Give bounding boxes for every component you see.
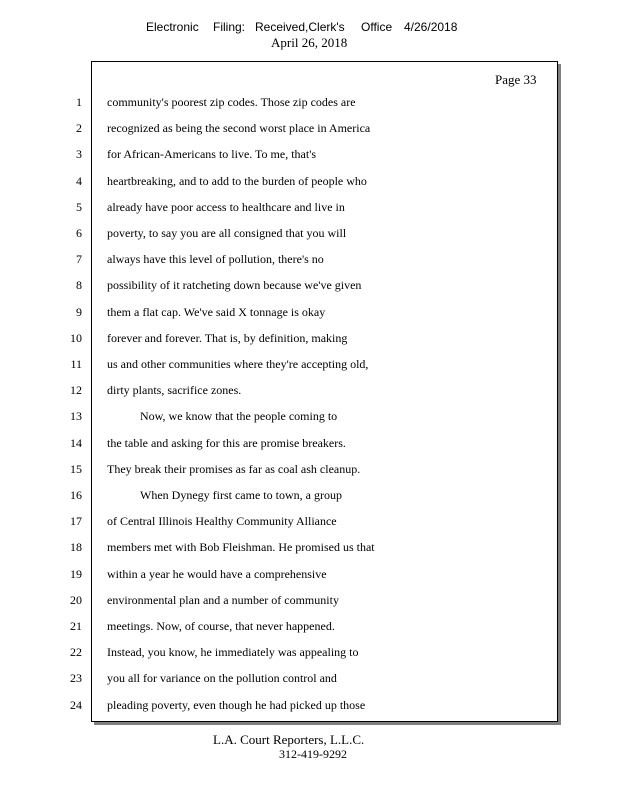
line-number: 19 [70, 567, 82, 581]
transcript-line: Now, we know that the people coming to [140, 409, 338, 423]
transcript-line: us and other communities where they're accepting old, [107, 357, 369, 371]
line-number: 1 [76, 95, 82, 109]
transcript-line: When Dynegy first came to town, a group [140, 488, 342, 502]
transcript-line: members met with Bob Fleishman. He promised us that [107, 540, 375, 554]
transcript-line: the table and asking for this are promise breakers. [107, 436, 346, 450]
transcript-line: of Central Illinois Healthy Community Alliance [107, 514, 337, 528]
line-number: 8 [76, 278, 82, 292]
transcript-line: always have this level of pollution, there's no [107, 252, 324, 266]
line-number: 5 [76, 200, 82, 214]
line-number: 11 [70, 357, 82, 371]
line-number: 23 [70, 671, 82, 685]
line-number: 21 [70, 619, 82, 633]
line-number: 20 [70, 593, 82, 607]
filing-received-label: Received,Clerk's [255, 20, 345, 34]
footer-phone: 312-419-9292 [279, 747, 347, 761]
transcript-line: dirty plants, sacrifice zones. [107, 383, 242, 397]
transcript-line: poverty, to say you are all consigned that you will [107, 226, 347, 240]
filing-date-short: 4/26/2018 [404, 20, 458, 34]
page-number: Page 33 [495, 72, 537, 87]
line-number: 12 [70, 383, 82, 397]
transcript-line: heartbreaking, and to add to the burden of people who [107, 174, 367, 188]
line-number: 4 [76, 174, 82, 188]
line-number: 22 [70, 645, 82, 659]
transcript-line: recognized as being the second worst place in America [107, 121, 371, 135]
line-number: 2 [76, 121, 82, 135]
transcript-line: possibility of it ratcheting down because we've given [107, 278, 362, 292]
filing-electronic-label: Electronic [146, 20, 199, 34]
line-number: 18 [70, 540, 82, 554]
filing-date-line: April 26, 2018 [271, 35, 348, 50]
transcript-line: meetings. Now, of course, that never happened. [107, 619, 335, 633]
transcript-line: environmental plan and a number of community [107, 593, 339, 607]
transcript-line: within a year he would have a comprehensive [107, 567, 327, 581]
filing-filing-label: Filing: [213, 20, 246, 34]
transcript-line: Instead, you know, he immediately was appealing to [107, 645, 359, 659]
transcript-line: forever and forever. That is, by definition, making [107, 331, 348, 345]
transcript-line: for African-Americans to live. To me, that's [107, 147, 317, 161]
transcript-line: them a flat cap. We've said X tonnage is okay [107, 305, 326, 319]
line-number: 3 [76, 147, 82, 161]
line-number: 14 [70, 436, 82, 450]
filing-stamp [0, 20, 618, 34]
transcript-line: pleading poverty, even though he had picked up those [107, 698, 366, 712]
line-number: 15 [70, 462, 82, 476]
footer-company: L.A. Court Reporters, L.L.C. [213, 732, 365, 747]
line-number: 13 [70, 409, 82, 423]
line-number: 16 [70, 488, 82, 502]
line-number: 9 [76, 305, 82, 319]
transcript-line: community's poorest zip codes. Those zip codes are [107, 95, 356, 109]
line-number: 24 [70, 698, 82, 712]
filing-office-label: Office [361, 20, 393, 34]
line-number: 6 [76, 226, 82, 240]
line-number: 10 [70, 331, 82, 345]
transcript-line: They break their promises as far as coal ash cleanup. [107, 462, 361, 476]
transcript-line: already have poor access to healthcare and live in [107, 200, 345, 214]
transcript-line: you all for variance on the pollution control and [107, 671, 337, 685]
line-number: 7 [76, 252, 82, 266]
line-number: 17 [70, 514, 82, 528]
